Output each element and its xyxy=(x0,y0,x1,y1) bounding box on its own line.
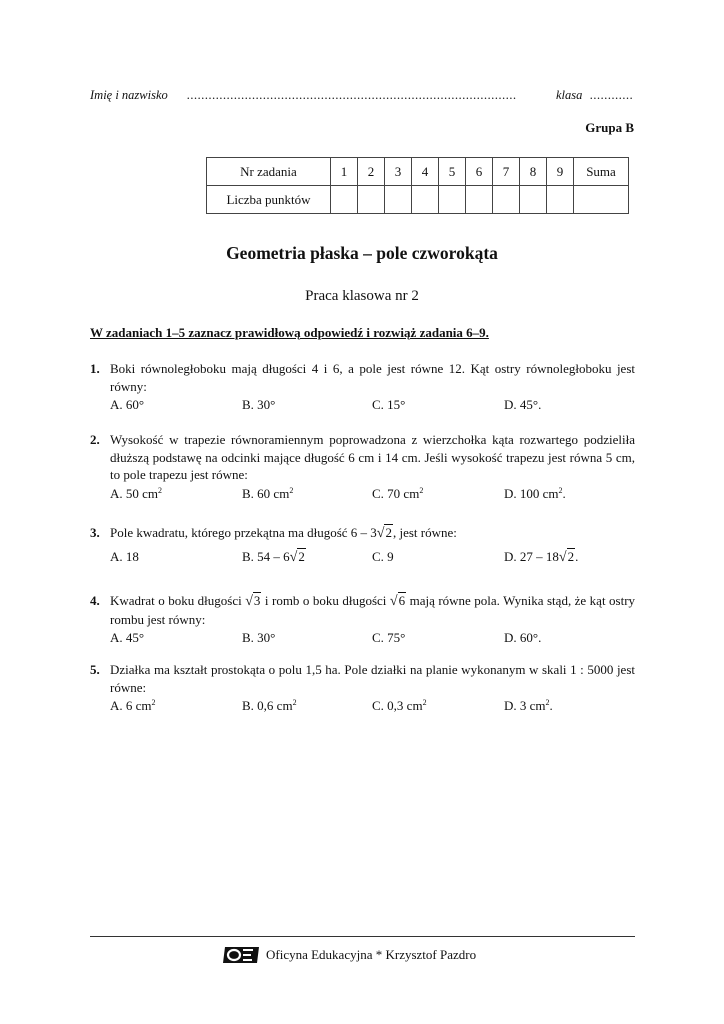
answer-d[interactable]: D. 60°. xyxy=(504,630,542,645)
task-number: 2. xyxy=(90,432,100,447)
answer-options xyxy=(110,396,635,414)
unit-exponent: 2 xyxy=(422,698,427,707)
task-3 xyxy=(90,524,635,566)
task-number: 1. xyxy=(90,361,100,376)
task-number-cell: 4 xyxy=(412,158,439,186)
unit-exponent: 2 xyxy=(545,698,550,707)
answer-c[interactable]: C. 9 xyxy=(372,548,394,564)
score-table-points-row xyxy=(207,186,629,214)
answer-text: D. 3 cm xyxy=(504,698,546,713)
unit-exponent: 2 xyxy=(419,485,424,495)
answer-text: B. 0,6 cm xyxy=(242,698,293,713)
answer-c[interactable] xyxy=(372,697,427,715)
answer-text: B. 54 – 6 xyxy=(242,548,290,564)
task-number-cell: 6 xyxy=(466,158,493,186)
group-label: Grupa B xyxy=(585,120,634,135)
task-number: 5. xyxy=(90,662,100,677)
unit-exponent: 2 xyxy=(558,485,563,495)
page-title: Geometria płaska – pole czworokąta xyxy=(226,243,498,263)
answer-c[interactable]: C. 15° xyxy=(372,397,406,412)
task-text xyxy=(110,524,635,543)
answer-b[interactable]: B. 30° xyxy=(242,397,276,412)
instruction: W zadaniach 1–5 zaznacz prawidłową odpowiedź i rozwiąż zadania 6–9. xyxy=(90,325,489,340)
answer-c[interactable]: C. 75° xyxy=(372,630,406,645)
answer-text: C. 0,3 cm xyxy=(372,698,423,713)
task-1 xyxy=(90,360,635,414)
answer-a[interactable] xyxy=(110,697,156,715)
points-cell[interactable] xyxy=(412,186,439,214)
task-number: 3. xyxy=(90,525,100,540)
answer-b[interactable] xyxy=(242,548,306,567)
task-number-cell: 7 xyxy=(493,158,520,186)
answer-options xyxy=(110,697,635,715)
task-text xyxy=(110,592,635,628)
task-text-part: Kwadrat o boku długości xyxy=(110,593,242,608)
answer-a[interactable]: A. 18 xyxy=(110,548,139,564)
points-header: Liczba punktów xyxy=(207,186,331,214)
answer-text: D. 100 cm xyxy=(504,485,559,501)
name-label: Imię i nazwisko xyxy=(90,88,168,102)
task-text-part: i romb o boku długości xyxy=(264,593,387,608)
radicand: 2 xyxy=(385,525,392,540)
score-table-header-row xyxy=(207,158,629,186)
sum-header: Suma xyxy=(574,158,629,186)
task-text: Boki równoległoboku mają długości 4 i 6, a pole jest równe 12. Kąt ostry równoległoboku jest równy: xyxy=(110,361,635,394)
answer-d[interactable] xyxy=(504,548,578,567)
answer-options xyxy=(110,548,635,566)
unit-exponent: 2 xyxy=(158,485,163,495)
points-cell[interactable] xyxy=(547,186,574,214)
task-number-cell: 8 xyxy=(520,158,547,186)
oe-logo-icon xyxy=(222,946,260,964)
name-field[interactable]: ........................................................................................... xyxy=(187,88,517,102)
score-table xyxy=(206,157,629,214)
answer-a[interactable]: A. 45° xyxy=(110,630,145,645)
answer-d[interactable] xyxy=(504,697,553,715)
class-field[interactable]: ............ xyxy=(590,88,634,102)
answer-b[interactable] xyxy=(242,485,293,503)
task-number-cell: 3 xyxy=(385,158,412,186)
footer-divider xyxy=(90,936,635,937)
answer-d[interactable]: D. 45°. xyxy=(504,397,542,412)
task-2 xyxy=(90,431,635,503)
radicand: 3 xyxy=(253,593,261,608)
task-number-cell: 9 xyxy=(547,158,574,186)
answer-d[interactable] xyxy=(504,485,566,503)
answer-text: A. 50 cm xyxy=(110,485,159,501)
answer-options xyxy=(110,629,635,647)
task-text-part: , jest równe: xyxy=(392,525,457,540)
publisher-name: Oficyna Edukacyjna * Krzysztof Pazdro xyxy=(266,947,477,962)
answer-b[interactable] xyxy=(242,697,297,715)
points-cell[interactable] xyxy=(439,186,466,214)
radicand: 2 xyxy=(567,548,575,564)
radicand: 2 xyxy=(298,548,305,564)
page-subtitle: Praca klasowa nr 2 xyxy=(305,288,419,304)
points-cell[interactable] xyxy=(358,186,385,214)
name-class-line xyxy=(90,88,634,106)
answer-text: C. 70 cm xyxy=(372,485,420,501)
radicand: 6 xyxy=(398,593,406,608)
answer-period: . xyxy=(562,485,566,501)
unit-exponent: 2 xyxy=(292,698,297,707)
task-number: 4. xyxy=(90,593,100,608)
task-text: Wysokość w trapezie równoramiennym poprowadzona z wierzchołka kąta rozwartego podzieliła dłuższą podstawę na odcinki mające długość 6 cm i 14 cm. Jeśli wysokość trapezu jest równa 5 cm, to pole trapezu jest równe: xyxy=(110,432,635,482)
task-text-part: Pole kwadratu, którego przekątna ma długość 6 – 3 xyxy=(110,525,377,540)
answer-period: . xyxy=(575,548,579,564)
task-number-cell: 2 xyxy=(358,158,385,186)
sqrt-expression: √2 xyxy=(376,525,392,541)
points-cell[interactable] xyxy=(385,186,412,214)
class-label: klasa xyxy=(556,88,583,102)
sum-cell[interactable] xyxy=(574,186,629,214)
answer-b[interactable]: B. 30° xyxy=(242,630,276,645)
sqrt-expression: √6 xyxy=(389,593,406,609)
points-cell[interactable] xyxy=(493,186,520,214)
answer-options xyxy=(110,485,635,503)
points-cell[interactable] xyxy=(466,186,493,214)
unit-exponent: 2 xyxy=(289,485,294,495)
points-cell[interactable] xyxy=(331,186,358,214)
sqrt-expression: √2 xyxy=(289,548,305,565)
answer-c[interactable] xyxy=(372,485,423,503)
task-number-cell: 5 xyxy=(439,158,466,186)
task-5 xyxy=(90,661,635,715)
sqrt-expression: √3 xyxy=(245,593,261,609)
task-4 xyxy=(90,592,635,647)
answer-text: B. 60 cm xyxy=(242,485,290,501)
answer-a[interactable] xyxy=(110,485,162,503)
task-number-cell: 1 xyxy=(331,158,358,186)
answer-period: . xyxy=(549,698,553,713)
task-text-part: mają równe pola. Wynika stąd, że kąt ostry rombu jest równy: xyxy=(110,593,636,627)
task-text: Działka ma kształt prostokąta o polu 1,5 ha. Pole działki na planie wykonanym w skali 1 : 5000 jest równe: xyxy=(110,662,635,695)
unit-exponent: 2 xyxy=(151,698,156,707)
sqrt-expression: √2 xyxy=(558,548,575,565)
answer-a[interactable]: A. 60° xyxy=(110,397,145,412)
answer-text: A. 6 cm xyxy=(110,698,152,713)
task-number-header: Nr zadania xyxy=(207,158,331,186)
points-cell[interactable] xyxy=(520,186,547,214)
answer-text: D. 27 – 18 xyxy=(504,548,559,564)
